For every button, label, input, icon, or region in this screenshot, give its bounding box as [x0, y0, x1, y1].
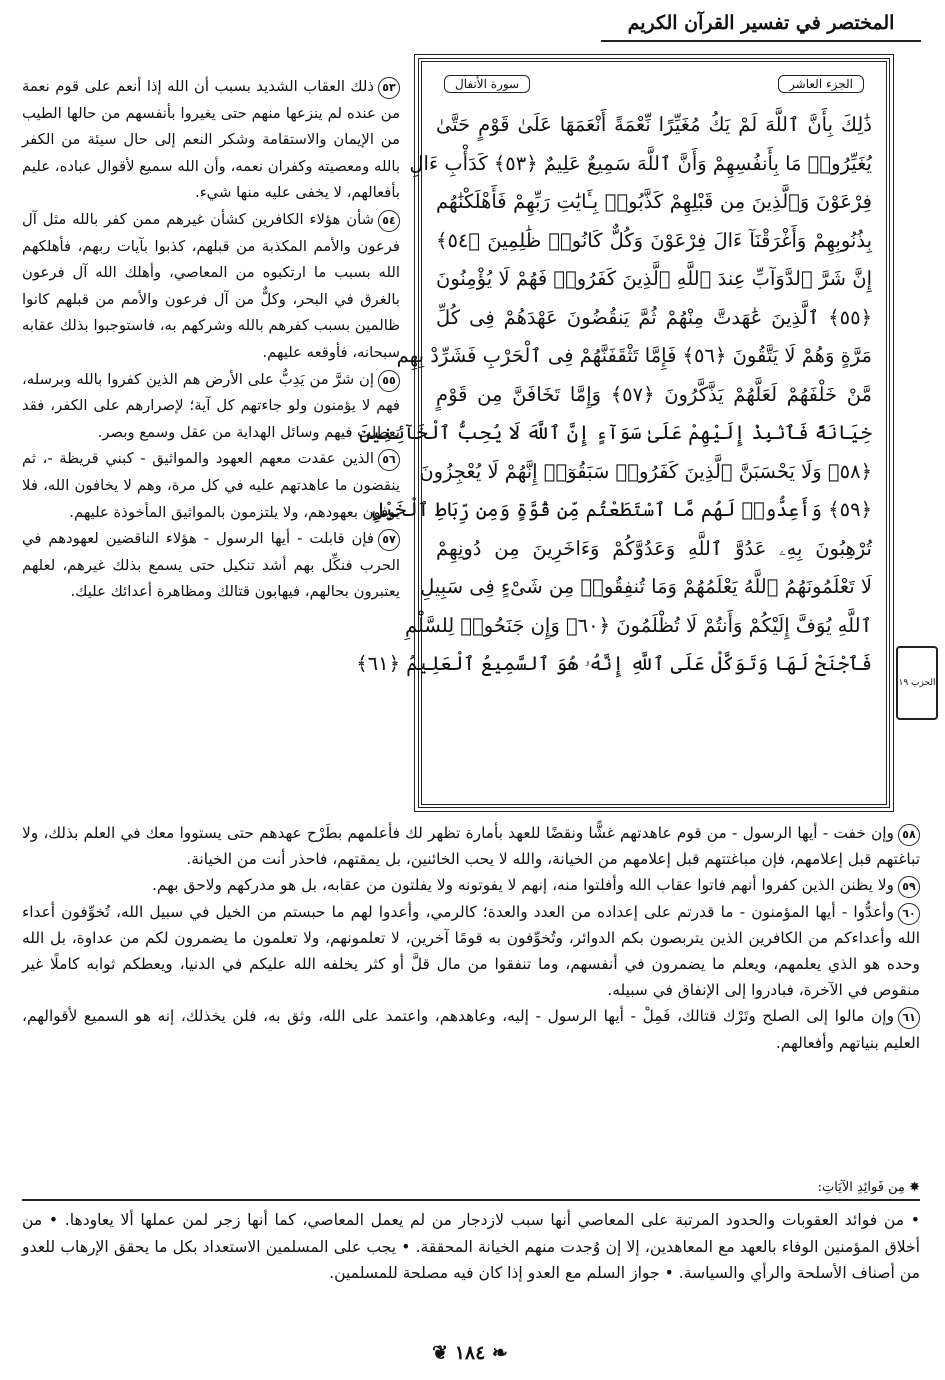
verse-number-badge: ٥٥ [378, 370, 400, 392]
commentary-paragraph [22, 367, 400, 447]
verse-number-badge: ٦٠ [898, 903, 920, 925]
benefits-title [22, 1180, 920, 1195]
verse-number-badge: ٥٣ [378, 77, 400, 99]
page-number [380, 1342, 560, 1364]
quran-line: ﴿٥٨﴾ وَلَا يَحْسَبَنَّ ٱلَّذِينَ كَفَرُوا۟ سَبَقُوٓا۟ إِنَّهُمْ لَا يُعْجِزُونَ [419, 459, 872, 483]
quran-text-frame [356, 58, 890, 808]
commentary-paragraph [22, 820, 920, 872]
commentary-text: ذلك العقاب الشديد بسبب أن الله إذا أنعم على قوم نعمة من عنده لم ينزعها منهم حتى يغيروا بأنفسهم من حالها الطيب من الإيمان والاستقامة وشكر النعم إلى حال سيئة من الكفر بالله ومعصيته وكفران نعمه، وأن الله سميع لأقوال عباده، عليم بأفعالهم، لا يخفى عليه منها شيء. [22, 78, 400, 202]
commentary-paragraph [22, 74, 400, 207]
commentary-text: الذين عقدت معهم العهود والمواثيق - كبني قريظة -، ثم ينقضون ما عاهدتهم عليه في كل مرة، وهم لا يخافون الله، فلا يوفون بعهودهم، ولا يلتزمون بالمواثيق المأخوذة عليهم. [22, 450, 400, 521]
quran-lines [356, 106, 872, 684]
quran-line: خِيَانَةً فَٱنۢبِذْ إِلَيْهِمْ عَلَىٰ سَوَآءٍ إِنَّ ٱللَّهَ لَا يُحِبُّ ٱلْخَآئِنِينَ [359, 421, 872, 444]
commentary-paragraph [22, 526, 400, 606]
benefits-title-text: مِن فَوائِدِ الآيَاتِ: [817, 1180, 905, 1195]
quran-line: تُرْهِبُونَ بِهِۦ عَدُوَّ ٱللَّهِ وَعَدُوَّكُمْ وَءَاخَرِينَ مِن دُونِهِمْ [436, 536, 872, 560]
hizb-marker [896, 646, 938, 720]
quran-frame-header [444, 70, 864, 98]
benefits-icon: ✸ [904, 1180, 920, 1195]
quran-line: إِنَّ شَرَّ ٱلدَّوَآبِّ عِندَ ٱللَّهِ ٱلَّذِينَ كَفَرُوا۟ فَهُمْ لَا يُؤْمِنُونَ [436, 267, 872, 290]
commentary-text: فإن قابلت - أيها الرسول - هؤلاء الناقضين لعهودهم في الحرب فنكِّل بهم أشد تنكيل حتى يسمع بذلك غيرهم، لعلهم يعتبرون بحالهم، فيهابون قتالك ومظاهرة أعدائك عليك. [22, 530, 400, 601]
page-header [0, 0, 945, 62]
verse-number-badge: ٥٦ [378, 449, 400, 471]
commentary-text: إن شرَّ من يَدِبُّ على الأرض هم الذين كفروا بالله وبرسله، فهم لا يؤمنون ولو جاءتهم كل آية؛ لإصرارهم على الكفر، فقد تعطلت فيهم وسائل الهداية من عقل وسمع وبصر. [22, 370, 400, 441]
verse-number-badge: ٥٩ [898, 876, 920, 898]
surah-label: سورة الأنفال [444, 75, 530, 93]
benefits-divider [22, 1199, 920, 1201]
quran-line: ذَٰلِكَ بِأَنَّ ٱللَّهَ لَمْ يَكُ مُغَيِّرًا نِّعْمَةً أَنْعَمَهَا عَلَىٰ قَوْمٍ حَتَّىٰ [436, 113, 872, 136]
commentary-paragraph [22, 872, 920, 898]
commentary-paragraph [22, 1003, 920, 1055]
commentary-text: شأن هؤلاء الكافرين كشأن غيرهم ممن كفر بالله مثل آل فرعون والأمم المكذبة من قبلهم، كذبوا بآيات ربهم، فأهلكهم الله بسبب ما ارتكبوه من المعاصي، وأهلك الله آل فرعون بالغرق في البحر، وكلٌّ من آل فرعون والأمم من قبلهم كانوا ظالمين بسبب كفرهم بالله وشركهم به، فاستوجبوا بذلك عقابه سبحانه، فأوقعه عليهم. [22, 210, 400, 361]
verse-benefits [22, 1180, 920, 1287]
quran-line: فَٱجْنَحْ لَهَا وَتَوَكَّلْ عَلَى ٱللَّهِ إِنَّهُۥ هُوَ ٱلسَّمِيعُ ٱلْعَلِيمُ ﴿٦١﴾ [356, 652, 872, 675]
page-number-ornament-left: ❦ [432, 1342, 455, 1364]
quran-line: لَا تَعْلَمُونَهُمُ ٱللَّهُ يَعْلَمُهُمْ وَمَا تُنفِقُوا۟ مِن شَىْءٍ فِى سَبِيلِ [420, 575, 872, 598]
verse-number-badge: ٥٨ [898, 824, 920, 846]
full-commentary [22, 820, 920, 1056]
quran-line: ﴿٥٩﴾ وَأَعِدُّوا۟ لَهُم مَّا ٱسْتَطَعْتُم مِّن قُوَّةٍ وَمِن رِّبَاطِ ٱلْخَيْلِ [371, 498, 872, 521]
quran-line: ﴿٥٥﴾ ٱلَّذِينَ عَٰهَدتَّ مِنْهُمْ ثُمَّ يَنقُضُونَ عَهْدَهُمْ فِى كُلِّ [436, 305, 872, 329]
commentary-text: وإن خفت - أيها الرسول - من قوم عاهدتهم غشًّا ونقضًا للعهد بأمارة تظهر لك فأعلمهم بطَرْح عهدهم حتى يستووا معك في العلم بذلك، ولا تباغتهم قبل إعلامهم، فإن مباغتتهم قبل إعلامهم من الخيانة، والله لا يحب الخائنين، بل يمقتهم، فاحذر أنت من الخيانة. [22, 824, 920, 869]
commentary-text: ولا يظنن الذين كفروا أنهم فاتوا عقاب الله وأفلتوا منه، إنهم لا يفوتونه ولا يفلتون من عقابه، بل هو مدركهم ولاحق بهم. [152, 876, 894, 895]
commentary-paragraph [22, 207, 400, 367]
hizb-marker-label: الحزب ١٩ [898, 678, 936, 688]
quran-line: مَّنْ خَلْفَهُمْ لَعَلَّهُمْ يَذَّكَّرُونَ ﴿٥٧﴾ وَإِمَّا تَخَافَنَّ مِن قَوْمٍ [436, 382, 872, 406]
verse-number-badge: ٥٤ [378, 210, 400, 232]
benefits-text: • من فوائد العقوبات والحدود المرتبة على المعاصي أنها سبب لازدجار من لم يعمل المعاصي، كما أنها زجر لمن عملها ألا يعاودها. • من أخلاق المؤمنين الوفاء بالعهد مع المعاهدين، إلا إن وُجدت منهم الخيانة المحققة. • يجب على المسلمين الاستعداد بكل ما يحقق الإرهاب للعدو من أصناف الأسلحة والرأي والسياسة. • جواز السلم مع العدو إذا كان فيه مصلحة للمسلمين. [22, 1211, 920, 1282]
verse-number-badge: ٦١ [898, 1007, 920, 1029]
quran-line: بِذُنُوبِهِمْ وَأَغْرَقْنَآ ءَالَ فِرْعَوْنَ وَكُلٌّ كَانُوا۟ ظَٰلِمِينَ ﴿٥٤﴾ [436, 228, 872, 252]
page-number-ornament-right: ❧ [485, 1342, 508, 1364]
commentary-text: وإن مالوا إلى الصلح وتَرْك قتالك، فَمِلْ - أيها الرسول - إليه، وعاهدهم، واعتمد على الله، وثق به، فلن يخذلك، إنه هو السميع لأقوالهم، العليم بنياتهم وأفعالهم. [22, 1007, 920, 1052]
commentary-paragraph [22, 899, 920, 1004]
verse-number-badge: ٥٧ [378, 529, 400, 551]
quran-line: ٱللَّهِ يُوَفَّ إِلَيْكُمْ وَأَنتُمْ لَا تُظْلَمُونَ ﴿٦٠﴾ وَإِن جَنَحُوا۟ لِلسَّلْمِ [404, 613, 872, 637]
commentary-text: وأعدُّوا - أيها المؤمنون - ما قدرتم على إعداده من العدد والعدة؛ كالرمي، وأعدوا لهم ما حبستم من الخيل في سبيل الله، تُخوِّفون أعداء الله وأعداءكم من الكافرين الذين يتربصون بكم الدوائر، وتُخوِّفون به قومًا آخرين، لا تعلمونهم، ولا تعلمون ما يضمرون لكم من عداوة، بل الله وحده هو الذي يعلمهم، ويعلم ما يضمرون في أنفسهم، وما تنفقوا من مال قلَّ أو كثر يخلفه الله عليكم في الدنيا، ويعطكم ثوابه كاملًا غير منقوص في الآخرة، فبادروا إلى الإنفاق في سبيله. [22, 902, 920, 1000]
quran-line: فِرْعَوْنَ وَٱلَّذِينَ مِن قَبْلِهِمْ كَذَّبُوا۟ بِـَٔايَٰتِ رَبِّهِمْ فَأَهْلَكْنَٰهُم [436, 190, 872, 213]
quran-line: يُغَيِّرُوا۟ مَا بِأَنفُسِهِمْ وَأَنَّ ٱللَّهَ سَمِيعٌ عَلِيمٌ ﴿٥٣﴾ كَدَأْبِ ءَالِ [409, 151, 872, 175]
side-commentary [22, 74, 400, 606]
book-title: المختصر في تفسير القرآن الكريم [601, 12, 921, 42]
quran-line: مَرَّةٍ وَهُمْ لَا يَتَّقُونَ ﴿٥٦﴾ فَإِمَّا تَثْقَفَنَّهُمْ فِى ٱلْحَرْبِ فَشَرِّدْ بِهِم [396, 344, 872, 367]
juz-label: الجزء العاشر [778, 75, 864, 93]
commentary-paragraph [22, 446, 400, 526]
page-number-text: ١٨٤ [454, 1342, 486, 1364]
